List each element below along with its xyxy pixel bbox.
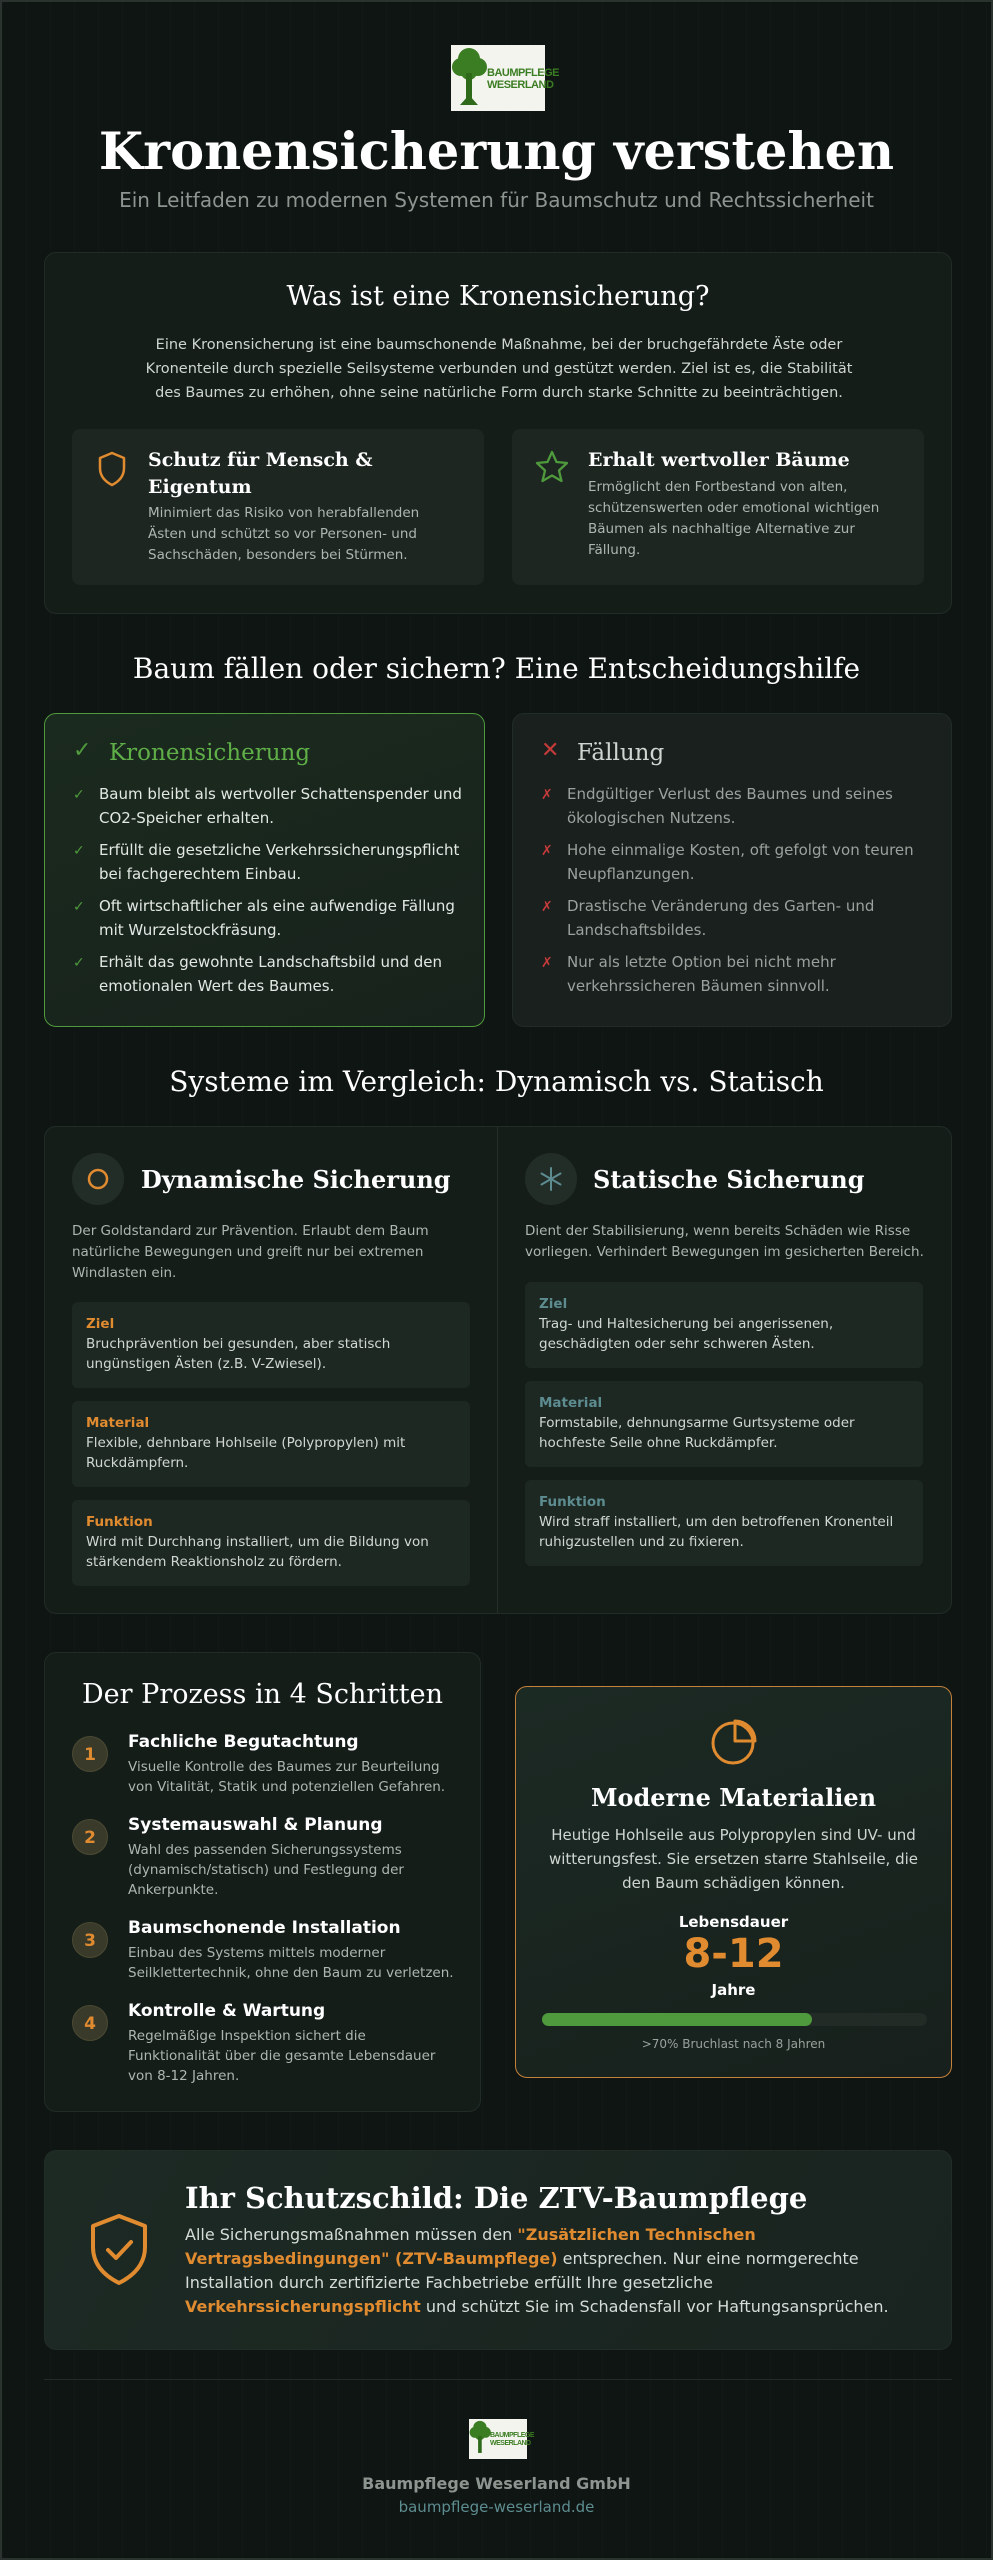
static-box-function: Funktion Wird straff installiert, um den betroffenen Kronenteil ruhigzustellen und zu fixieren. xyxy=(525,1480,923,1566)
con-title: Fällung xyxy=(577,740,665,766)
pie-chart-icon xyxy=(709,1717,759,1767)
circle-ring-icon xyxy=(85,1166,111,1192)
feature-title: Erhalt wertvoller Bäume xyxy=(588,449,850,471)
feature-card-protection xyxy=(72,429,484,585)
ztv-text: Alle Sicherungsmaßnahmen müssen den "Zusätzlichen Technischen Vertragsbedingungen" (ZTV-Baumpflege) entsprechen. Nur eine normgerechte Installation durch zertifizierte Fachbetriebe erfüllt Ihre gesetzliche Verkehrssicherungspflicht und schützt Sie im Schadensfall vor Haftungsansprüchen. xyxy=(185,2225,889,2316)
lifetime-label: Lebensdauer xyxy=(678,1913,789,1931)
list-item: ✗ Nur als letzte Option bei nicht mehr verkehrssicheren Bäumen sinnvoll. xyxy=(541,953,836,995)
systems-heading: Systeme im Vergleich: Dynamisch vs. Statisch xyxy=(169,1065,824,1098)
dynamic-title: Dynamische Sicherung xyxy=(141,1165,451,1194)
decision-heading: Baum fällen oder sichern? Eine Entscheidungshilfe xyxy=(132,652,861,685)
page-subtitle: Ein Leitfaden zu modernen Systemen für Baumschutz und Rechtssicherheit xyxy=(119,188,874,212)
con-list xyxy=(541,782,936,1006)
ztv-title: Ihr Schutzschild: Die ZTV-Baumpflege xyxy=(185,2181,808,2215)
feature-card-preservation xyxy=(512,429,924,585)
progress-caption: >70% Bruchlast nach 8 Jahren xyxy=(641,2037,826,2051)
lifetime-unit: Jahre xyxy=(711,1981,756,1999)
static-title: Statische Sicherung xyxy=(593,1165,865,1194)
logo-text: BAUMPFLEGE WESERLAND xyxy=(490,2432,534,2447)
company-logo[interactable] xyxy=(451,45,559,111)
footer-divider xyxy=(44,2379,952,2380)
footer-company: Baumpflege Weserland GmbH xyxy=(362,2474,631,2493)
materials-text: Heutige Hohlseile aus Polypropylen sind UV- und witterungsfest. Sie ersetzen starre Stahlseile, die den Baum schädigen können. xyxy=(548,1826,919,1892)
static-icon-wrap xyxy=(525,1153,577,1205)
dynamic-icon-wrap xyxy=(72,1153,124,1205)
static-desc: Dient der Stabilisierung, wenn bereits Schäden wie Risse vorliegen. Verhindert Bewegungen im gesicherten Bereich. xyxy=(525,1223,924,1260)
progress-track xyxy=(542,2013,927,2026)
intro-heading: Was ist eine Kronensicherung? xyxy=(286,281,710,312)
shield-check-icon xyxy=(87,2213,151,2287)
list-item: ✗ Endgültiger Verlust des Baumes und seines ökologischen Nutzens. xyxy=(541,785,893,827)
infographic-page: BAUMPFLEGE WESERLAND Kronensicherung verstehen Ein Leitfaden zu modernen Systemen für Baumschutz und Rechtssicherheit Was ist eine Kronensicherung? Eine Kronensicherung ist eine baumschonende Maßnahme, bei der bruchgefährdete Äste oder Kronenteile durch spezielle Seilsysteme verbunden und gestützt werden. Ziel ist es, die Stabilität des Baumes zu erhöhen, ohne seine natürliche Form durch starke Schnitte zu beeinträchtigen. Schutz für Mensch & Eigentum Minimiert das Risiko von herabfallenden Ästen und schützt so vor Personen- und Sachschäden, besonders bei Stürmen. Erhalt wertvoller Bäume Ermöglicht den Fortbestand von alten, schützenswerten oder emotional wichtigen Bäumen als nachhaltige Alternative zur Fällung. Baum fällen oder sichern? Eine Entscheidungshilfe ✓ Kronensicherung ✓ Baum bleibt als wertvoller Schattenspender und CO2-Speicher erhalten. ✓ Erfüllt die gesetzliche Verkehrssicherungspflicht bei fachgerechtem Einbau. ✓ Oft wirtschaftlicher als eine aufwendige Fällung mit Wurzelstockfräsung. ✓ Erhält das gewohnte Landschaftsbild und den emotionalen Wert des Baumes. ✕ Fällung ✗ Endgültiger Verlust des Baumes und seines ökologischen Nutzens. ✗ Hohe einmalige Kosten, oft gefolgt von teuren Neupflanzungen. ✗ Drastische Veränderung des Garten- und Landschaftsbildes. ✗ Nur als letzte Option bei nicht mehr verkehrssicheren Bäumen sinnvoll. Systeme im Vergleich: Dynamisch vs. Statisch Dynamische Sicherung Der Goldstandard zur Prävention. Erlaubt dem Baum natürliche Bewegungen und greift nur bei extremen Windlasten ein. Ziel Bruchprävention bei gesunden, aber statisch ungünstigen Ästen (z.B. V-Zwiesel). Material Flexible, dehnbare Hohlseile (Polypropylen) mit Ruckdämpfern. Funktion Wird mit Durchhang installiert, um die Bildung von stärkendem Reaktionsholz zu fördern. Statische Sicherung Dient der Stabilisierung, wenn bereits Schäden wie Risse vorliegen. Verhindert Bewegungen im gesicherten Bereich. Ziel Trag- und Haltesicherung bei angerissenen, geschädigten oder sehr schweren Ästen. Material Formstabile, dehnungsarme Gurtsysteme oder hochfeste Seile ohne Ruckdämpfer. Funktion Wird straff installiert, um den betroffenen Kronenteil ruhigzustellen und zu fixieren. Der Prozess in 4 Schritten 1 Fachliche Begutachtung Visuelle Kontrolle des Baumes zur Beurteilung von Vitalität, Statik und potenziellen Gefahren. 2 Systemauswahl & Planung Wahl des passenden Sicherungssystems (dynamisch/statisch) und Festlegung der Ankerpunkte. 3 Baumschonende Installation Einbau des Systems mittels moderner Seilklettertechnik, ohne den Baum zu verletzen. 4 Kontrolle & Wartung Regelmäßige Inspektion sichert die Funktionalität über die gesamte Lebensdauer von 8-12 Jahren. Moderne Materialien Heutige Hohlseile aus Polypropylen sind UV- und witterungsfest. Sie ersetzen starre Stahlseile, die den Baum schädigen können. Lebensdauer 8-12 Jahre >70% Bruchlast nach 8 Jahren Ihr Schutzschild: Die ZTV-Baumpflege Alle Sicherungsmaßnahmen müssen den "Zusätzlichen Technischen Vertragsbedingungen" (ZTV-Baumpflege) entsprechen. Nur eine normgerechte Installation durch zertifizierte Fachbetriebe erfüllt Ihre gesetzliche Verkehrssicherungspflicht und schützt Sie im Schadensfall vor Haftungsansprüchen. BAUMPFLEGE WESERLAND Baumpflege Weserland GmbH baumpflege-weserland.de xyxy=(0,0,993,2560)
logo-text: BAUMPFLEGE WESERLAND xyxy=(487,67,559,91)
intro-card xyxy=(44,252,952,614)
intro-text: Eine Kronensicherung ist eine baumschonende Maßnahme, bei der bruchgefährdete Äste oder Kronenteile durch spezielle Seilsysteme verbunden und gestützt werden. Ziel ist es, die Stabilität des Baumes zu erhöhen, ohne seine natürliche Form durch starke Schnitte zu beeinträchtigen. xyxy=(145,337,853,401)
list-item: ✓ Erfüllt die gesetzliche Verkehrssicherungspflicht bei fachgerechtem Einbau. xyxy=(73,841,460,883)
footer-logo[interactable] xyxy=(469,2419,534,2459)
static-box-material: Material Formstabile, dehnungsarme Gurtsysteme oder hochfeste Seile ohne Ruckdämpfer. xyxy=(525,1381,923,1467)
dynamic-desc: Der Goldstandard zur Prävention. Erlaubt dem Baum natürliche Bewegungen und greift nur bei extremen Windlasten ein. xyxy=(72,1223,429,1281)
ztv-highlight: "Zusätzlichen Technischen Vertragsbedingungen" (ZTV-Baumpflege) xyxy=(185,2225,756,2268)
list-item: ✗ Hohe einmalige Kosten, oft gefolgt von teuren Neupflanzungen. xyxy=(541,841,914,883)
feature-text: Ermöglicht den Fortbestand von alten, schützenswerten oder emotional wichtigen Bäumen als nachhaltige Alternative zur Fällung. xyxy=(588,479,880,558)
static-box-goal: Ziel Trag- und Haltesicherung bei angerissenen, geschädigten oder sehr schweren Ästen. xyxy=(525,1282,923,1368)
dynamic-box-function: Funktion Wird mit Durchhang installiert, um die Bildung von stärkendem Reaktionsholz zu fördern. xyxy=(72,1500,470,1586)
page-title: Kronensicherung verstehen xyxy=(98,122,895,182)
ztv-highlight: Verkehrssicherungspflicht xyxy=(185,2297,421,2316)
list-item: ✓ Oft wirtschaftlicher als eine aufwendige Fällung mit Wurzelstockfräsung. xyxy=(73,897,455,939)
pro-list xyxy=(73,782,473,1006)
list-item: ✓ Erhält das gewohnte Landschaftsbild und den emotionalen Wert des Baumes. xyxy=(73,953,443,995)
star-icon xyxy=(534,449,570,485)
systems-divider xyxy=(497,1127,498,1613)
materials-card xyxy=(515,1686,952,2078)
feature-text: Minimiert das Risiko von herabfallenden Ästen und schützt so vor Personen- und Sachschäden, besonders bei Stürmen. xyxy=(148,505,420,563)
ztv-card xyxy=(44,2150,952,2350)
con-card xyxy=(512,713,952,1027)
dynamic-box-material: Material Flexible, dehnbare Hohlseile (Polypropylen) mit Ruckdämpfern. xyxy=(72,1401,470,1487)
cross-icon: ✕ xyxy=(541,738,560,763)
snowflake-icon xyxy=(537,1165,565,1193)
progress-fill xyxy=(542,2013,812,2026)
pro-card xyxy=(44,713,485,1027)
materials-title: Moderne Materialien xyxy=(590,1783,877,1812)
lifetime-value: 8-12 xyxy=(683,1931,784,1977)
check-icon: ✓ xyxy=(73,738,92,763)
process-heading: Der Prozess in 4 Schritten xyxy=(82,1679,443,1710)
list-item: ✓ Baum bleibt als wertvoller Schattenspender und CO2-Speicher erhalten. xyxy=(73,785,462,827)
list-item: ✗ Drastische Veränderung des Garten- und Landschaftsbildes. xyxy=(541,897,875,939)
systems-card xyxy=(44,1126,952,1614)
shield-icon xyxy=(97,451,127,487)
feature-title: Schutz für Mensch & Eigentum xyxy=(148,449,373,498)
dynamic-box-goal: Ziel Bruchprävention bei gesunden, aber statisch ungünstigen Ästen (z.B. V-Zwiesel). xyxy=(72,1302,470,1388)
footer-url[interactable]: baumpflege-weserland.de xyxy=(398,2498,595,2516)
pro-title: Kronensicherung xyxy=(109,740,311,766)
